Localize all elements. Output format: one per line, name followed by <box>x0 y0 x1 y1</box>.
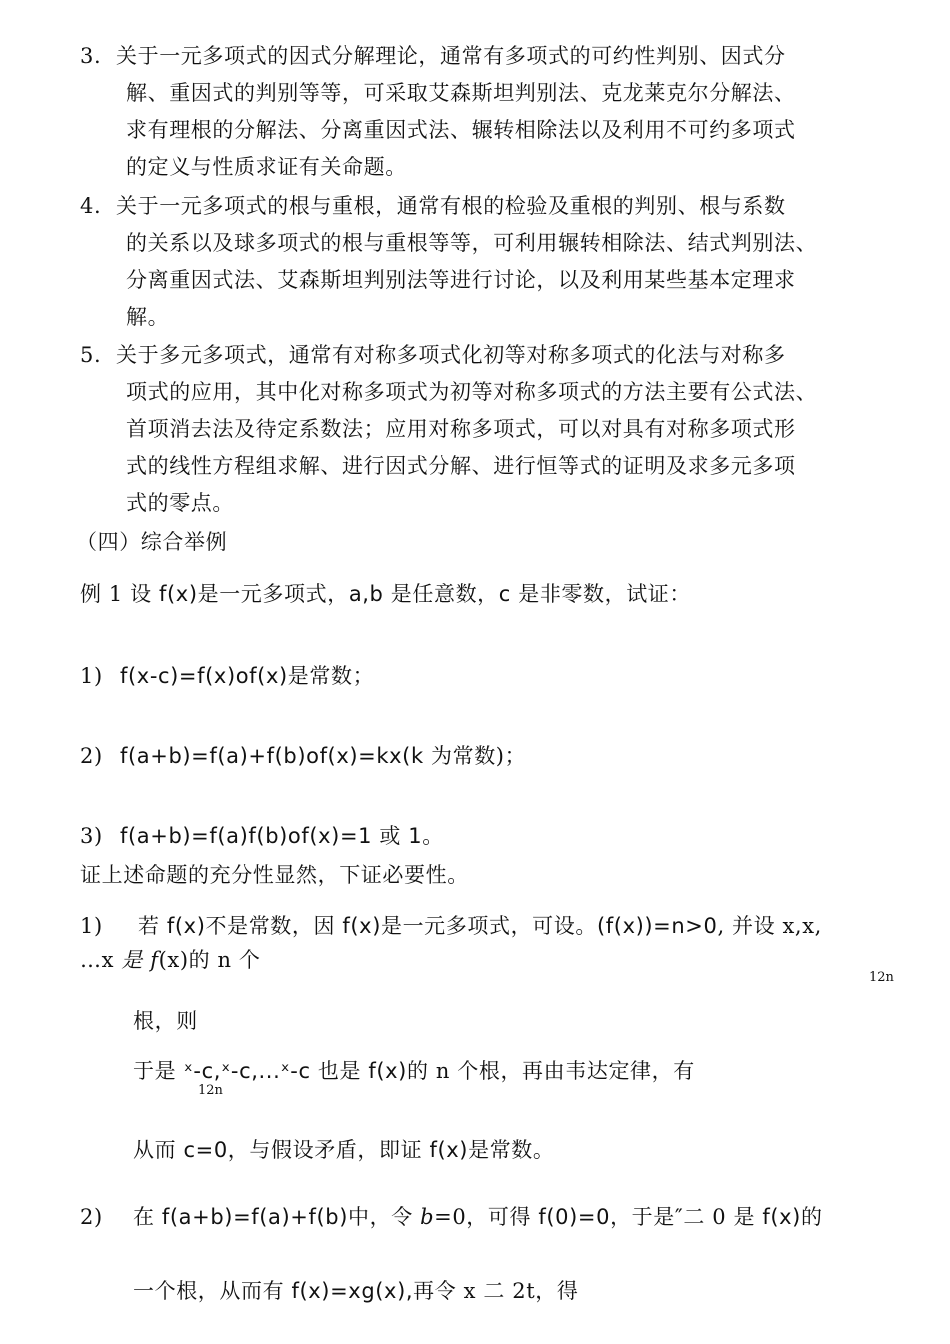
subscript-indices: 12n <box>198 1083 223 1098</box>
proof-1-line-3: 根，则 <box>133 1009 198 1033</box>
proof-1-line-2: …x 是 f(x)的 n 个 <box>80 948 261 972</box>
section-heading: （四）综合举例 <box>76 530 228 554</box>
claim-3: 3) f(a+b)=f(a)f(b)of(x)=1 或 1。 <box>80 824 444 848</box>
item-5-number: 5. <box>80 343 102 367</box>
item-3-line-4: 的定义与性质求证有关命题。 <box>126 155 407 179</box>
item-4-line-2: 的关系以及球多项式的根与重根等等，可利用辗转相除法、结式判别法、 <box>126 231 818 255</box>
proof-1-line-4: 于是 ˣ-c,ˣ-c,...ˣ-c 也是 f(x)的 n 个根，再由韦达定律，有 <box>133 1059 695 1083</box>
item-3-line-3: 求有理根的分解法、分离重因式法、辗转相除法以及利用不可约多项式 <box>126 118 796 142</box>
proof-intro: 证上述命题的充分性显然，下证必要性。 <box>80 863 469 887</box>
item-5-line-1: 5. 关于多元多项式，通常有对称多项式化初等对称多项式的化法与对称多 <box>80 343 786 367</box>
example-statement: 例 1 设 f(x)是一元多项式，a,b 是任意数，c 是非零数，试证： <box>80 582 692 606</box>
item-5-line-4: 式的线性方程组求解、进行因式分解、进行恒等式的证明及求多元多项 <box>126 454 796 478</box>
item-5-line-5: 式的零点。 <box>126 491 234 515</box>
item-3-number: 3. <box>80 44 102 68</box>
item-3-line-2: 解、重因式的判别等等，可采取艾森斯坦判别法、克龙莱克尔分解法、 <box>126 81 796 105</box>
item-5-line-3: 首项消去法及待定系数法；应用对称多项式，可以对具有对称多项式形 <box>126 417 796 441</box>
subscript-indices: 12n <box>869 970 894 985</box>
item-3-line-1: 3. 关于一元多项式的因式分解理论，通常有多项式的可约性判别、因式分 <box>80 44 786 68</box>
item-4-line-4: 解。 <box>126 305 170 329</box>
proof-1-number: 1) <box>80 914 103 938</box>
proof-1-line-1: 1) 若 f(x)不是常数，因 f(x)是一元多项式，可设。(f(x))=n>0, 并设 x,x, <box>80 914 822 938</box>
claim-number: 2) <box>80 744 103 768</box>
claim-2: 2) f(a+b)=f(a)+f(b)of(x)=kx(k 为常数)； <box>80 744 527 768</box>
item-5-line-2: 项式的应用，其中化对称多项式为初等对称多项式的方法主要有公式法、 <box>126 380 818 404</box>
claim-number: 3) <box>80 824 103 848</box>
proof-2-line-2: 一个根，从而有 f(x)=xg(x),再令 x 二 2t，得 <box>133 1279 579 1303</box>
claim-number: 1) <box>80 664 103 688</box>
proof-1-line-5: 从而 c=0，与假设矛盾，即证 f(x)是常数。 <box>133 1138 555 1162</box>
proof-2-line-1: 2) 在 f(a+b)=f(a)+f(b)中，令 b=0，可得 f(0)=0，于是″二 0 是 f(x)的 <box>80 1205 823 1229</box>
claim-1: 1) f(x-c)=f(x)of(x)是常数； <box>80 664 375 688</box>
item-4-number: 4. <box>80 194 102 218</box>
item-4-line-3: 分离重因式法、艾森斯坦判别法等进行讨论，以及利用某些基本定理求 <box>126 268 796 292</box>
proof-2-number: 2) <box>80 1205 103 1229</box>
item-4-line-1: 4. 关于一元多项式的根与重根，通常有根的检验及重根的判别、根与系数 <box>80 194 786 218</box>
